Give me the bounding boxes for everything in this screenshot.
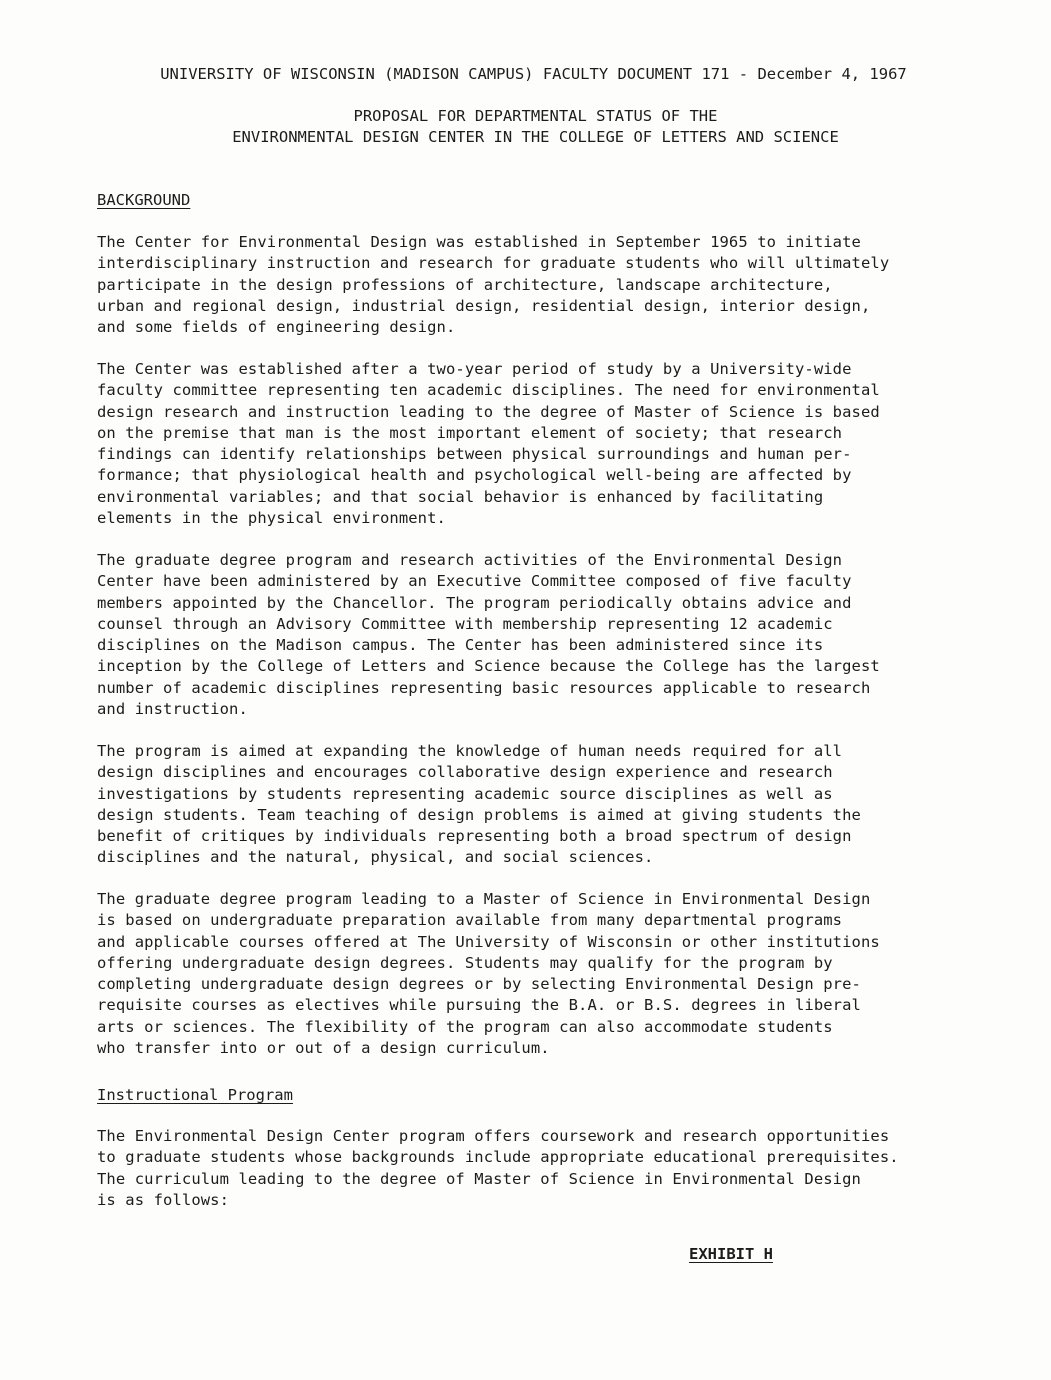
paragraph-1	[97, 232, 889, 338]
paragraph-line: findings can identify relationships between physical surroundings and human per-	[97, 445, 852, 464]
paragraph-line: The program is aimed at expanding the knowledge of human needs required for all	[97, 742, 843, 760]
paragraph-line: The graduate degree program leading to a Master of Science in Environmental Design	[97, 890, 871, 908]
paragraph-line: number of academic disciplines representing basic resources applicable to research	[97, 678, 871, 697]
paragraph-line: faculty committee representing ten academic disciplines. The need for environmental	[97, 381, 880, 400]
paragraph-line: elements in the physical environment.	[97, 509, 446, 528]
paragraph-line: on the premise that man is the most important element of society; that research	[97, 423, 843, 442]
paragraph-line: to graduate students whose backgrounds include appropriate educational prerequisites.	[97, 1148, 899, 1167]
paragraph-line: design research and instruction leading to the degree of Master of Science is based	[97, 402, 880, 421]
exhibit-label: EXHIBIT H	[689, 1245, 773, 1263]
paragraph-4	[97, 741, 861, 869]
paragraph-2	[97, 359, 880, 529]
section-heading-background: BACKGROUND	[97, 191, 191, 209]
paragraph-6	[97, 1126, 899, 1211]
paragraph-line: formance; that physiological health and psychological well-being are affected by	[97, 466, 852, 485]
paragraph-line: is as follows:	[97, 1190, 230, 1209]
paragraph-line: The Center for Environmental Design was established in September 1965 to initiate	[97, 233, 861, 251]
paragraph-line: design students. Team teaching of design problems is aimed at giving students the	[97, 805, 861, 824]
paragraph-line: and some fields of engineering design.	[97, 318, 456, 337]
paragraph-5	[97, 889, 880, 1059]
paragraph-line: counsel through an Advisory Committee with membership representing 12 academic	[97, 614, 833, 633]
document-header: UNIVERSITY OF WISCONSIN (MADISON CAMPUS) FACULTY DOCUMENT 171 - December 4, 1967	[160, 65, 907, 83]
paragraph-line: The curriculum leading to the degree of Master of Science in Environmental Design	[97, 1169, 861, 1188]
paragraph-line: The Environmental Design Center program offers coursework and research opportunities	[97, 1127, 890, 1145]
paragraph-line: urban and regional design, industrial design, residential design, interior design,	[97, 296, 871, 315]
paragraph-line: inception by the College of Letters and Science because the College has the largest	[97, 657, 880, 676]
paragraph-line: requisite courses as electives while pursuing the B.A. or B.S. degrees in liberal	[97, 996, 861, 1015]
paragraph-line: who transfer into or out of a design curriculum.	[97, 1039, 550, 1058]
paragraph-line: Center have been administered by an Executive Committee composed of five faculty	[97, 572, 852, 591]
paragraph-line: completing undergraduate design degrees or by selecting Environmental Design pre-	[97, 975, 861, 994]
paragraph-line: is based on undergraduate preparation available from many departmental programs	[97, 911, 843, 930]
paragraph-line: environmental variables; and that social behavior is enhanced by facilitating	[97, 487, 824, 506]
paragraph-line: benefit of critiques by individuals representing both a broad spectrum of design	[97, 827, 852, 846]
title-line-2: ENVIRONMENTAL DESIGN CENTER IN THE COLLEGE OF LETTERS AND SCIENCE	[232, 128, 839, 146]
section-heading-instructional-program: Instructional Program	[97, 1086, 293, 1104]
paragraph-line: interdisciplinary instruction and research for graduate students who will ultimately	[97, 254, 890, 273]
paragraph-line: and instruction.	[97, 700, 248, 719]
paragraph-line: disciplines and the natural, physical, and social sciences.	[97, 848, 654, 867]
paragraph-line: design disciplines and encourages collaborative design experience and research	[97, 763, 833, 782]
title-line-1: PROPOSAL FOR DEPARTMENTAL STATUS OF THE	[353, 107, 718, 125]
paragraph-line: investigations by students representing academic source disciplines as well as	[97, 784, 833, 803]
paragraph-line: members appointed by the Chancellor. The program periodically obtains advice and	[97, 593, 852, 612]
paragraph-line: offering undergraduate design degrees. Students may qualify for the program by	[97, 953, 833, 972]
paragraph-3	[97, 550, 880, 720]
paragraph-line: The graduate degree program and research activities of the Environmental Design	[97, 551, 843, 569]
paragraph-line: arts or sciences. The flexibility of the program can also accommodate students	[97, 1017, 833, 1036]
paragraph-line: and applicable courses offered at The University of Wisconsin or other institutions	[97, 932, 880, 951]
paragraph-line: The Center was established after a two-year period of study by a University-wide	[97, 360, 852, 378]
paragraph-line: participate in the design professions of architecture, landscape architecture,	[97, 275, 833, 294]
paragraph-line: disciplines on the Madison campus. The Center has been administered since its	[97, 636, 824, 655]
